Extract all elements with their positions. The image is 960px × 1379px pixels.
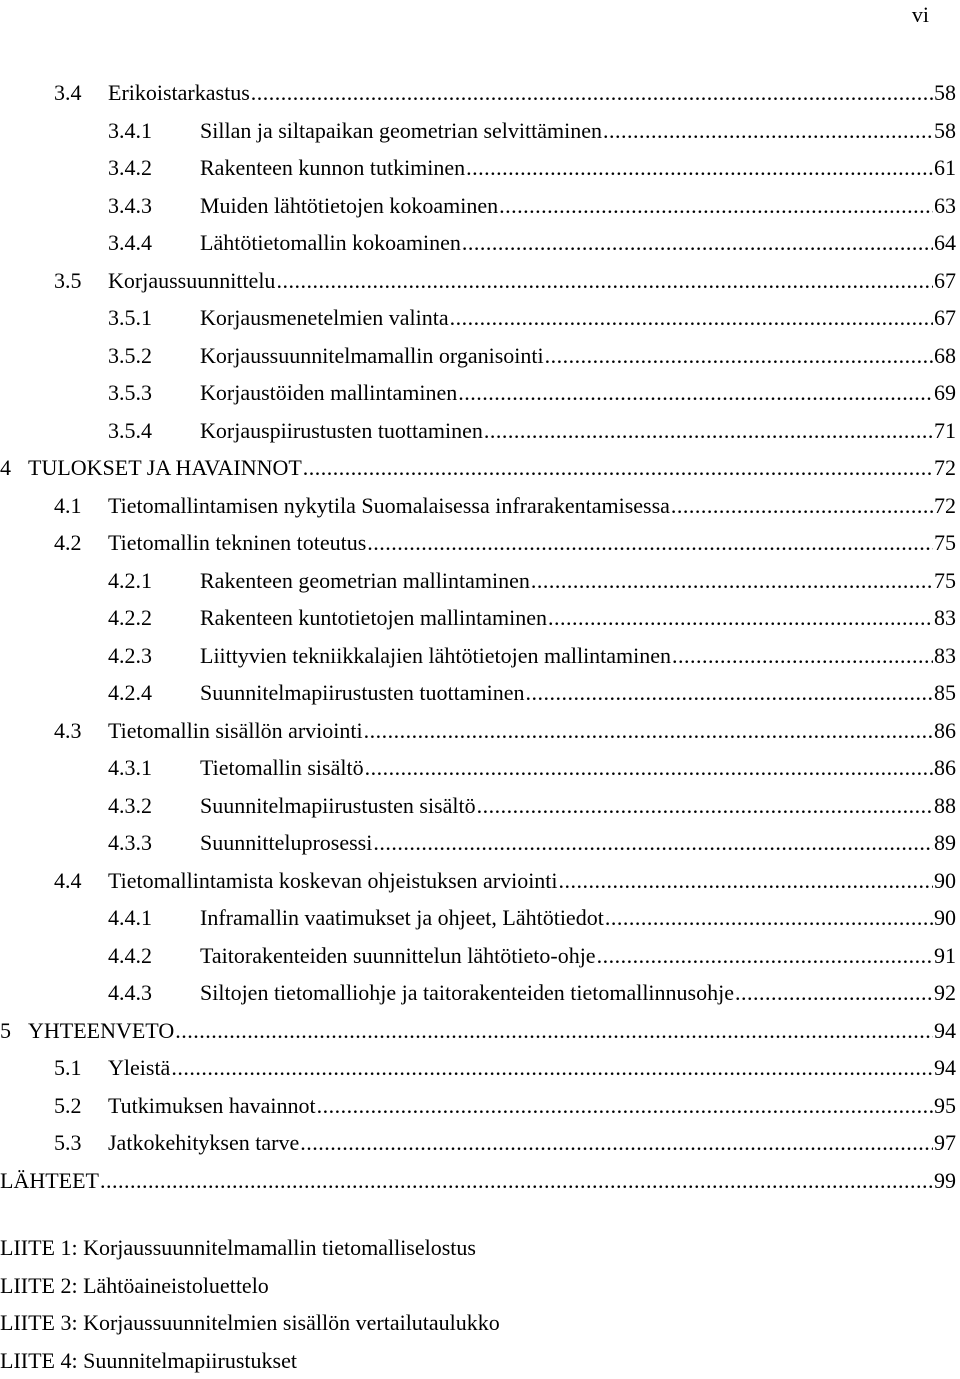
toc-entry-number: 5.3 (54, 1130, 82, 1155)
dot-leader (251, 78, 933, 108)
toc-entry-number: 4 (0, 455, 11, 480)
dot-leader (171, 1053, 933, 1083)
toc-entry-page: 85 (934, 680, 956, 705)
toc-entry[interactable] (108, 753, 956, 783)
toc-entry-title: Muiden lähtötietojen kokoaminen (200, 192, 499, 218)
toc-entry-page: 67 (934, 267, 956, 293)
toc-entry-title: Erikoistarkastus (108, 80, 250, 105)
toc-entry-number: 4.3.2 (108, 792, 152, 818)
toc-entry-page: 83 (934, 642, 956, 668)
toc-entry-title: TULOKSET JA HAVAINNOT (28, 455, 302, 480)
dot-leader (303, 453, 933, 483)
dot-leader (735, 978, 933, 1008)
appendix-item[interactable]: LIITE 1: Korjaussuunnitelmamallin tietomalliselostus (0, 1235, 476, 1260)
toc-entry[interactable] (108, 941, 956, 971)
toc-entry-title: Lähtötietomallin kokoaminen (200, 230, 461, 255)
toc-entry-number: 3.4.2 (108, 155, 152, 180)
toc-entry[interactable] (108, 678, 956, 708)
toc-entry-page: 72 (934, 492, 956, 518)
toc-entry-number: 3.5.2 (108, 342, 152, 368)
toc-entry-title: Liittyvien tekniikkalajien lähtötietojen mallintaminen (200, 642, 672, 668)
toc-entry[interactable] (0, 1166, 956, 1196)
toc-entry[interactable] (108, 116, 956, 146)
toc-entry-title: Tietomallin sisällön arviointi (108, 717, 363, 743)
toc-entry-title: Rakenteen kunnon tutkiminen (200, 155, 466, 180)
toc-entry-page: 90 (934, 905, 956, 930)
toc-entry-page: 69 (934, 380, 956, 405)
dot-leader (559, 866, 933, 896)
toc-entry-title: Korjaustöiden mallintaminen (200, 380, 458, 405)
toc-entry[interactable] (54, 866, 956, 896)
toc-entry[interactable] (108, 978, 956, 1008)
toc-entry-title: Tietomallintamista koskevan ohjeistuksen arviointi (108, 867, 558, 893)
toc-entry-number: 4.2.2 (108, 605, 152, 630)
toc-entry-page: 92 (934, 980, 956, 1005)
toc-entry[interactable] (108, 603, 956, 633)
toc-entry[interactable] (108, 566, 956, 596)
dot-leader (525, 678, 933, 708)
dot-leader (317, 1091, 933, 1121)
toc-entry[interactable] (108, 828, 956, 858)
toc-entry-number: 4.4 (54, 867, 82, 893)
toc-entry-title: Yleistä (108, 1055, 171, 1080)
toc-entry-title: Suunnitelmapiirustusten sisältö (200, 792, 476, 818)
toc-entry-title: LÄHTEET (0, 1167, 99, 1193)
toc-entry-title: Suunnitteluprosessi (200, 830, 373, 855)
dot-leader (450, 303, 933, 333)
toc-entry-number: 4.2.4 (108, 680, 152, 705)
toc-entry-number: 3.5 (54, 267, 82, 293)
toc-entry-page: 86 (934, 717, 956, 743)
toc-entry-page: 88 (934, 792, 956, 818)
dot-leader (597, 941, 933, 971)
dot-leader (100, 1166, 933, 1196)
toc-entry[interactable] (54, 1091, 956, 1121)
toc-entry[interactable] (54, 1128, 956, 1158)
toc-entry-page: 97 (934, 1130, 956, 1155)
toc-entry-page: 83 (934, 605, 956, 630)
toc-entry-page: 89 (934, 830, 956, 855)
toc-entry-page: 72 (934, 455, 956, 480)
toc-entry-number: 3.4.3 (108, 192, 152, 218)
dot-leader (276, 266, 933, 296)
toc-entry-number: 4.3 (54, 717, 82, 743)
toc-entry-number: 4.4.2 (108, 942, 152, 968)
toc-entry-page: 94 (934, 1017, 956, 1043)
toc-entry-number: 3.5.1 (108, 305, 152, 330)
toc-entry-number: 4.2.1 (108, 567, 152, 593)
toc-entry-title: YHTEENVETO (28, 1017, 175, 1043)
toc-entry-page: 90 (934, 867, 956, 893)
toc-entry-number: 3.4 (54, 80, 82, 105)
appendix-item[interactable]: LIITE 3: Korjaussuunnitelmien sisällön vertailutaulukko (0, 1310, 500, 1335)
toc-entry-title: Sillan ja siltapaikan geometrian selvittäminen (200, 117, 603, 143)
toc-entry-title: Korjaussuunnitelmamallin organisointi (200, 342, 544, 368)
toc-entry[interactable] (108, 228, 956, 258)
toc-entry-title: Korjaussuunnittelu (108, 267, 276, 293)
dot-leader (477, 791, 933, 821)
dot-leader (367, 528, 933, 558)
toc-entry-title: Jatkokehityksen tarve (108, 1130, 300, 1155)
toc-entry[interactable] (108, 303, 956, 333)
toc-entry-number: 3.5.4 (108, 417, 152, 443)
toc-entry-number: 4.2 (54, 530, 82, 555)
toc-entry-page: 63 (934, 192, 956, 218)
toc-entry-page: 75 (934, 530, 956, 555)
toc-entry[interactable] (0, 1016, 956, 1046)
toc-entry-page: 95 (934, 1092, 956, 1118)
toc-entry-page: 94 (934, 1055, 956, 1080)
toc-entry-page: 99 (934, 1167, 956, 1193)
toc-entry[interactable] (108, 191, 956, 221)
toc-entry-number: 5 (0, 1017, 11, 1043)
toc-entry[interactable] (108, 416, 956, 446)
toc-entry-number: 4.3.1 (108, 755, 152, 780)
dot-leader (499, 191, 933, 221)
toc-entry-title: Inframallin vaatimukset ja ohjeet, Lähtötiedot (200, 905, 604, 930)
dot-leader (671, 491, 933, 521)
toc-entry[interactable] (54, 266, 956, 296)
toc-entry-title: Siltojen tietomalliohje ja taitorakenteiden tietomallinnusohje (200, 980, 734, 1005)
toc-entry-title: Korjausmenetelmien valinta (200, 305, 449, 330)
toc-entry-page: 86 (934, 755, 956, 780)
toc-entry-title: Suunnitelmapiirustusten tuottaminen (200, 680, 525, 705)
toc-entry-page: 75 (934, 567, 956, 593)
toc-entry-title: Tietomallintamisen nykytila Suomalaisessa infrarakentamisessa (108, 492, 670, 518)
appendix-item[interactable]: LIITE 4: Suunnitelmapiirustukset (0, 1347, 297, 1373)
toc-entry[interactable] (54, 78, 956, 108)
toc-entry-number: 4.2.3 (108, 642, 152, 668)
dot-leader (458, 378, 933, 408)
toc-entry[interactable] (108, 153, 956, 183)
toc-entry[interactable] (108, 791, 956, 821)
toc-entry-title: Tietomallin tekninen toteutus (108, 530, 367, 555)
toc-entry[interactable] (54, 528, 956, 558)
toc-entry-number: 4.1 (54, 492, 82, 518)
dot-leader (462, 228, 933, 258)
toc-entry-number: 3.4.4 (108, 230, 152, 255)
toc-entry[interactable] (54, 491, 956, 521)
dot-leader (672, 641, 933, 671)
toc-entry-page: 67 (934, 305, 956, 330)
toc-entry[interactable] (108, 378, 956, 408)
appendix-item[interactable]: LIITE 2: Lähtöaineistoluettelo (0, 1272, 269, 1298)
toc-entry-title: Rakenteen kuntotietojen mallintaminen (200, 605, 548, 630)
toc-entry-page: 58 (934, 117, 956, 143)
toc-entry[interactable] (0, 453, 956, 483)
dot-leader (373, 828, 933, 858)
toc-entry-number: 4.3.3 (108, 830, 152, 855)
toc-entry[interactable] (108, 341, 956, 371)
toc-entry-page: 68 (934, 342, 956, 368)
dot-leader (484, 416, 933, 446)
toc-entry-number: 4.4.3 (108, 980, 152, 1005)
toc-entry-title: Taitorakenteiden suunnittelun lähtötieto-ohje (200, 942, 596, 968)
dot-leader (545, 341, 933, 371)
dot-leader (300, 1128, 933, 1158)
toc-entry[interactable] (108, 903, 956, 933)
dot-leader (365, 753, 933, 783)
toc-entry-page: 61 (934, 155, 956, 180)
toc-entry-number: 3.4.1 (108, 117, 152, 143)
dot-leader (531, 566, 933, 596)
dot-leader (466, 153, 933, 183)
toc-entry-number: 5.1 (54, 1055, 82, 1080)
toc-entry[interactable] (54, 1053, 956, 1083)
toc-entry-title: Rakenteen geometrian mallintaminen (200, 567, 530, 593)
toc-entry-page: 64 (934, 230, 956, 255)
toc-entry-title: Tietomallin sisältö (200, 755, 364, 780)
toc-entry-title: Korjauspiirustusten tuottaminen (200, 417, 483, 443)
dot-leader (548, 603, 933, 633)
page-number: vi (911, 2, 929, 27)
toc-entry-number: 3.5.3 (108, 380, 152, 405)
toc-entry-page: 71 (934, 417, 956, 443)
dot-leader (603, 116, 933, 146)
toc-entry-title: Tutkimuksen havainnot (108, 1092, 316, 1118)
dot-leader (175, 1016, 933, 1046)
toc-entry-number: 4.4.1 (108, 905, 152, 930)
dot-leader (605, 903, 933, 933)
toc-entry[interactable] (54, 716, 956, 746)
toc-entry-number: 5.2 (54, 1092, 82, 1118)
dot-leader (364, 716, 933, 746)
toc-entry[interactable] (108, 641, 956, 671)
toc-entry-page: 91 (934, 942, 956, 968)
toc-entry-page: 58 (934, 80, 956, 105)
